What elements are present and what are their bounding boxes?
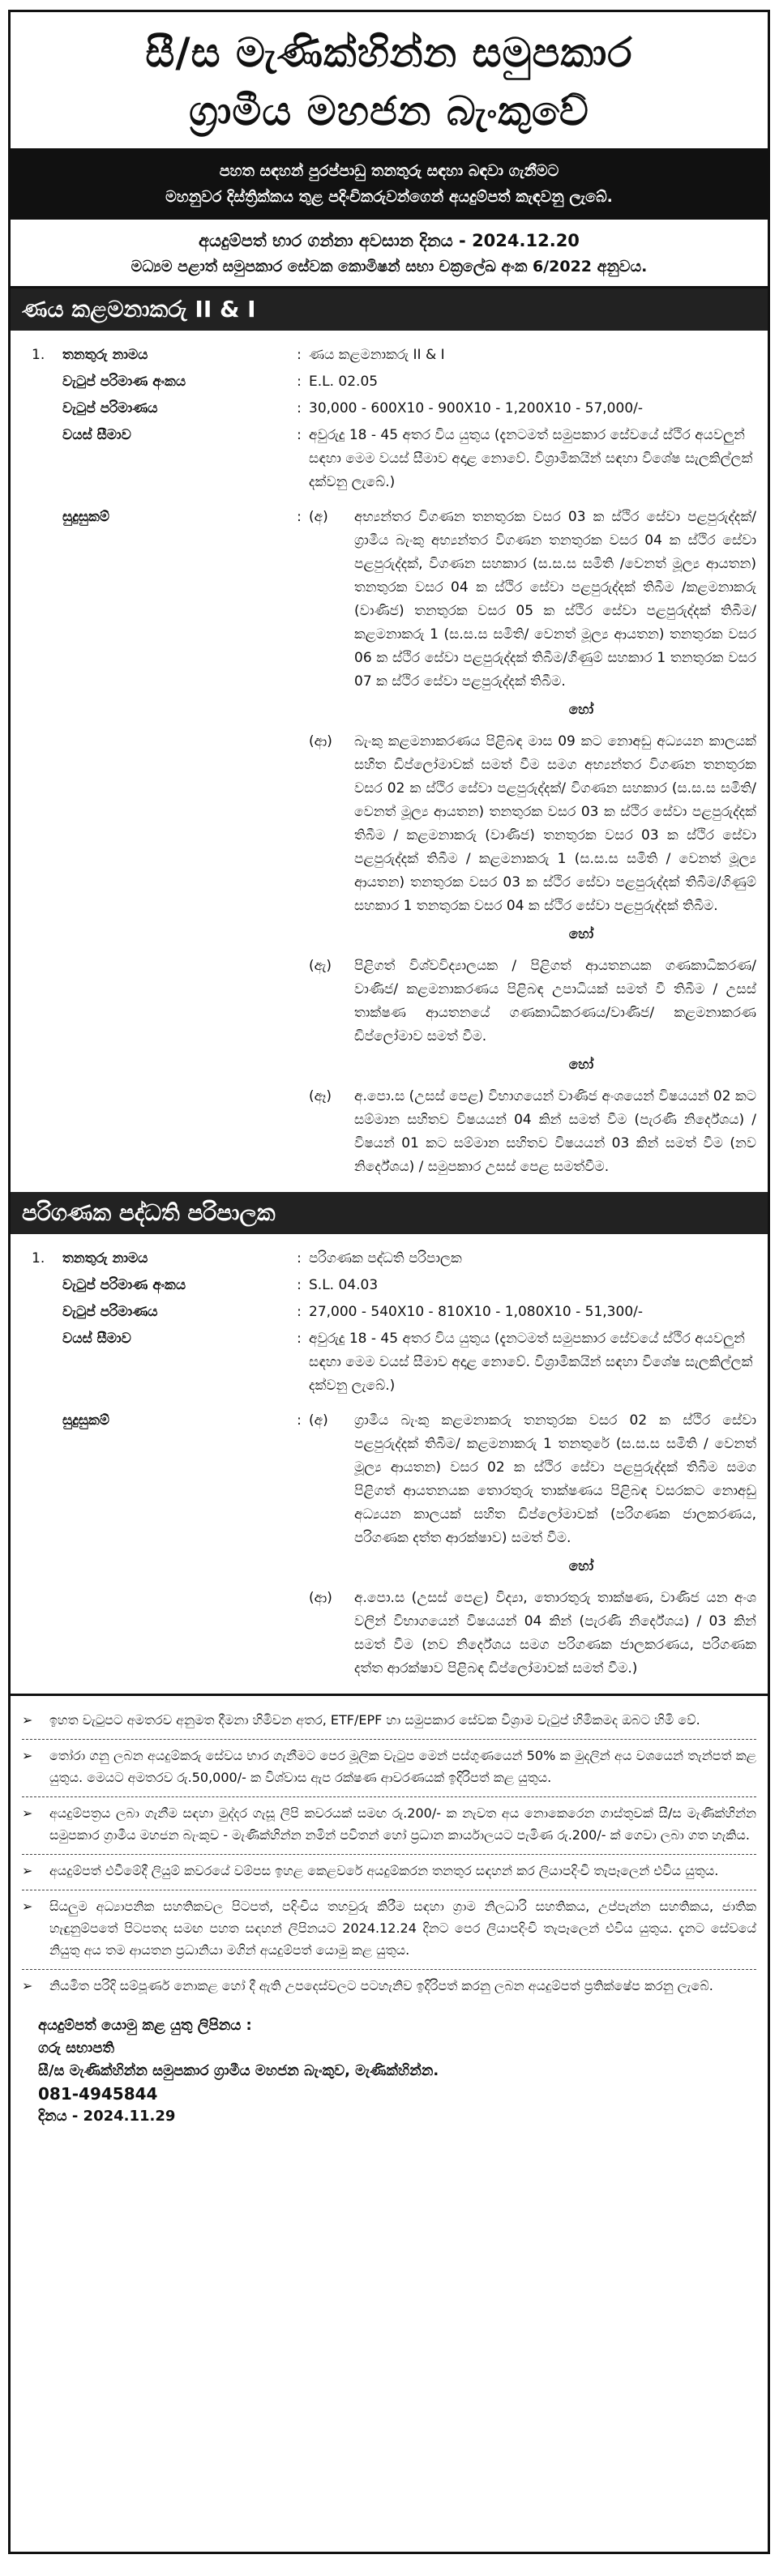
arrow-icon: ➢	[22, 1899, 33, 1914]
detail-value: 27,000 - 540X10 - 810X10 - 1,080X10 - 51,300/-	[309, 1304, 643, 1320]
qualifications-row: සුදුසුකම් : (අ) ග්‍රාමීය බැංකු කළමනාකරු තනතුරක වසර 02 ක ස්ථිර සේවා පළපුරුද්දක් තිබීම/ කළමනාකරු 1 තනතුරේ (ස.ස.ස සමිති / වෙනත් මූල්‍ය ආයතන) වසර 02 ක ස්ථිර සේවා පළපුරුද්දක් තිබීම සමග පිළිගත් ආයතනයක තොරතුරු තාක්ෂණය පිළිබඳ වසරකට නොඅඩු අධ්‍යයන කාලයක් සහිත ඩිප්ලෝමාවක් (පරිගණක ජාලකරණය, පරිගණක දත්ත ආරක්ෂාව) සමත් වීම. හෝ (ආ) අ.පො.ස (උසස් පෙළ) විද්‍යා, තොරතුරු තාක්ෂණ, වාණිජ යන අංශ වලින් විභාගයෙන් විෂයයන් 04 කින් (පැරණි නිර්දේශය) / 03 කින් සමත් වීම (නව නිර්දේශය සමග පරිගණක ජාලකරණය, පරිගණක දත්ත ආරක්ෂාව පිළිබඳ ඩිප්ලෝමාවක් සමත් වීම.)	[22, 1409, 756, 1685]
detail-label: වයස් සීමාව	[62, 1331, 131, 1347]
detail-label: තනතුරු නාමය	[62, 347, 148, 363]
circular-text: මධ්‍යම පළාත් සමුපකාර සේවක කොමිෂන් සභා චක්‍රලේඛ අංක 6/2022 අනුවය.	[131, 258, 648, 276]
deadline-text: අයදුම්පත් භාර ගන්නා අවසාන දිනය - 2024.12.20	[199, 231, 580, 250]
page-title	[11, 12, 768, 148]
banner-line-2: මහනුවර දිස්ත්‍රික්කය තුළ පදිංචිකරුවන්ගෙන් අයදුම්පත් කැඳවනු ලැබේ.	[165, 188, 613, 206]
notes-list	[11, 1694, 768, 2008]
detail-row: වැටුප් පරිමාණය : 30,000 - 600X10 - 900X10 - 1,200X10 - 57,000/-	[22, 397, 756, 421]
note-item: ➢ සියලුම අධ්‍යාපනික සහතිකවල පිටපත්, පදිංචිය තහවුරු කිරීම සඳහා ග්‍රාම නිලධාරි සහතිකය, උප්පැන්න සහතිකය, ජාතික හැඳුනුම්පතේ පිටපතද සමඟ පහත සඳහන් ලිපිනයට 2024.12.24 දිනට පෙර ලියාපදිංචි තැපෑලෙන් එවිය යුතුය. දැනට සේවයේ නියුතු අය තම ආයතන ප්‍රධානියා මගින් අයදුම්පත් යොමු කළ යුතුය.	[22, 1890, 756, 1970]
banner-line-1: පහත සඳහන් පුරප්පාඩු තනතුරු සඳහා බඳවා ගැනීමට	[219, 162, 559, 180]
or-divider: හෝ	[568, 1558, 594, 1574]
note-item: ➢ නියමිත පරිදි සම්පූර්ණ නොකළ හෝ දී ඇති උපදෙස්වලට පටහැනිව ඉදිරිපත් කරනු ලබන අයදුම්පත් ප්‍රතික්ෂේප කරනු ලැබේ.	[22, 1970, 756, 2005]
arrow-icon: ➢	[22, 1805, 33, 1821]
detail-value: 30,000 - 600X10 - 900X10 - 1,200X10 - 57,000/-	[309, 400, 643, 417]
qualification-item: (අ) අභ්‍යන්තර විගණන තනතුරක වසර 03 ක ස්ථිර සේවා පළපුරුද්දක්/ ග්‍රාමීය බැංකු අභ්‍යන්තර විගණන තනතුරක වසර 04 ක ස්ථිර සේවා පළපුරුද්දක්, විගණන සහකාර (ස.ස.ස සමිති /වෙනත් මූල්‍ය ආයතන) තනතුරක වසර 04 ක ස්ථිර සේවා පළපුරුද්දක් තිබීම /කළමනාකරු (වාණිජ) තනතුරක වසර 05 ක ස්ථිර සේවා පළපුරුද්දක් තිබීම/ කළමනාකරු 1 (ස.ස.ස සමිති/ වෙනත් මූල්‍ය ආයතන) තනතුරක වසර 06 ක ස්ථිර සේවා පළපුරුද්දක් තිබීම/ගිණුම් සහකාර 1 තනතුරක වසර 07 ක ස්ථිර සේවා පළපුරුද්දක් තිබීම.	[309, 509, 756, 690]
detail-row: 1. තනතුරු නාමය : පරිගණක පද්ධති පරිපාලක	[22, 1247, 756, 1271]
title-line-2: ග්‍රාමීය මහජන බැංකුවේ	[189, 88, 589, 135]
detail-row: වැටුප් පරිමාණය : 27,000 - 540X10 - 810X10 - 1,080X10 - 51,300/-	[22, 1301, 756, 1324]
detail-label: වැටුප් පරිමාණය	[62, 400, 158, 417]
detail-label: වැටුප් පරිමාණ අංකය	[62, 374, 186, 390]
qualification-item: (ඇ) පිළිගත් විශ්වවිද්‍යාලයක / පිළිගත් ආයතනයක ගණකාධිකරණ/ වාණිජ/ කළමනාකරණය පිළිබඳ උපාධියක් සමත් වී තිබීම / උසස් තාක්ෂණ ආයතනයේ ගණකාධිකරණය/වාණිජ/ කළමනාකරණ ඩිප්ලෝමාව සමත් වීම.	[309, 958, 756, 1044]
contact-address	[11, 2008, 768, 2139]
issue-date: දිනය - 2024.11.29	[38, 2108, 176, 2125]
item-number: 1.	[32, 347, 45, 363]
qualifications-row: සුදුසුකම් : (අ) අභ්‍යන්තර විගණන තනතුරක වසර 03 ක ස්ථිර සේවා පළපුරුද්දක්/ ග්‍රාමීය බැංකු අභ්‍යන්තර විගණන තනතුරක වසර 04 ක ස්ථිර සේවා පළපුරුද්දක්, විගණන සහකාර (ස.ස.ස සමිති /වෙනත් මූල්‍ය ආයතන) තනතුරක වසර 04 ක ස්ථිර සේවා පළපුරුද්දක් තිබීම /කළමනාකරු (වාණිජ) තනතුරක වසර 05 ක ස්ථිර සේවා පළපුරුද්දක් තිබීම/ කළමනාකරු 1 (ස.ස.ස සමිති/ වෙනත් මූල්‍ය ආයතන) තනතුරක වසර 06 ක ස්ථිර සේවා පළපුරුද්දක් තිබීම/ගිණුම් සහකාර 1 තනතුරක වසර 07 ක ස්ථිර සේවා පළපුරුද්දක් තිබීම. හෝ (ආ) බැංකු කළමනාකරණය පිළිබඳ මාස 09 කට නොඅඩු අධ්‍යයන කාලයක් සහිත ඩිප්ලෝමාවක් සමත් වීම සමග අභ්‍යන්තර විගණන තනතුරක වසර 02 ක ස්ථිර සේවා පළපුරුද්දක්/ විගණන සහකාර (ස.ස.ස සමිති/වෙනත් මූල්‍ය ආයතන) තනතුරක වසර 03 ක ස්ථිර සේවා පළපුරුද්දක් තිබීම / කළමනාකරු (වාණිජ) තනතුරක වසර 03 ක ස්ථිර සේවා පළපුරුද්දක් තිබීම / කළමනාකරු 1 (ස.ස.ස සමිති / වෙනත් මූල්‍ය ආයතන) තනතුරක වසර 03 ක ස්ථිර සේවා පළපුරුද්දක් තිබීම/ගිණුම් සහකාර 1 තනතුරක වසර 04 ක ස්ථිර සේවා පළපුරුද්දක් තිබීම. හෝ (ඇ) පිළිගත් විශ්වවිද්‍යාලයක / පිළිගත් ආයතනයක ගණකාධිකරණ/ වාණිජ/ කළමනාකරණය පිළිබඳ උපාධියක් සමත් වී තිබීම / උසස් තාක්ෂණ ආයතනයේ ගණකාධිකරණය/වාණිජ/ කළමනාකරණ ඩිප්ලෝමාව සමත් වීම. හෝ (ඈ) අ.පො.ස (උසස් පෙළ) විභාගයෙන් වාණිජ අංශයෙන් විෂයයන් 02 කට සම්මාන සහිතව විෂයයන් 04 කින් සමත් වීම (පැරණි නිර්දේශය) / විෂයන් 01 කට සම්මාන සහිතව විෂයයන් 03 කින් සමත් වීම (නව නිර්දේශය) / සමුපකාර උසස් පෙළ සමත්වීම.	[22, 506, 756, 1184]
address-line-1: ගරු සභාපති	[38, 2040, 115, 2057]
qualifications-list	[309, 506, 756, 1184]
deadline-block	[11, 220, 768, 288]
arrow-icon: ➢	[22, 1978, 33, 1993]
detail-row: වයස් සීමාව : අවුරුදු 18 - 45 අතර විය යුතුය (දැනටමත් සමුපකාර සේවයේ ස්ථිර අයවලුන් සඳහා මෙම වයස් සීමාව අදාළ නොවේ. විශ්‍රාමිකයින් සඳහා විශේෂ සැලකිල්ලක් දක්වනු ලැබේ.)	[22, 1327, 756, 1398]
section-heading-loan-manager: ණය කළමනාකරු II & I	[11, 288, 768, 331]
detail-value: අවුරුදු 18 - 45 අතර විය යුතුය (දැනටමත් සමුපකාර සේවයේ ස්ථිර අයවලුන් සඳහා මෙම වයස් සීමාව අදාළ නොවේ. විශ්‍රාමිකයින් සඳහා විශේෂ සැලකිල්ලක් දක්වනු ලැබේ.)	[309, 1331, 753, 1394]
or-divider: හෝ	[568, 1057, 594, 1073]
section-heading-system-admin: පරිගණක පද්ධති පරිපාලක	[11, 1192, 768, 1234]
or-divider: හෝ	[568, 702, 594, 718]
intro-banner	[11, 148, 768, 220]
detail-label: තනතුරු නාමය	[62, 1250, 148, 1267]
arrow-icon: ➢	[22, 1748, 33, 1763]
detail-value: අවුරුදු 18 - 45 අතර විය යුතුය (දැනටමත් සමුපකාර සේවයේ ස්ථිර අයවලුන් සඳහා මෙම වයස් සීමාව අදාළ නොවේ. විශ්‍රාමිකයින් සඳහා විශේෂ සැලකිල්ලක් දක්වනු ලැබේ.)	[309, 427, 753, 490]
qualifications-label: සුදුසුකම්	[62, 1412, 110, 1429]
detail-row: වැටුප් පරිමාණ අංකය : E.L. 02.05	[22, 370, 756, 394]
qualification-item: (ඈ) අ.පො.ස (උසස් පෙළ) විභාගයෙන් වාණිජ අංශයෙන් විෂයයන් 02 කට සම්මාන සහිතව විෂයයන් 04 කින් සමත් වීම (පැරණි නිර්දේශය) / විෂයන් 01 කට සම්මාන සහිතව විෂයයන් 03 කින් සමත් වීම (නව නිර්දේශය) / සමුපකාර උසස් පෙළ සමත්වීම.	[309, 1088, 756, 1175]
address-label: අයදුම්පත් යොමු කළ යුතු ලිපිනය :	[38, 2017, 252, 2034]
detail-value: ණය කළමනාකරු II & I	[309, 347, 445, 363]
title-line-1: සී/ස මැණික්හින්න සමුපකාර	[145, 29, 633, 76]
address-line-2: සී/ස මැණික්හින්න සමුපකාර ග්‍රාමීය මහජන බැංකුව, මැණික්හින්න.	[38, 2062, 439, 2079]
phone-number: 081-4945844	[38, 2084, 158, 2104]
note-item: ➢ තෝරා ගනු ලබන අයදුම්කරු සේවය භාර ගැනීමට පෙර මූලික වැටුප මෙන් පස්ගුණයෙන් 50% ක මුදලින් අය වශයෙන් තැන්පත් කළ යුතුය. මෙයට අමතරව රු.50,000/- ක විශ්වාස ඇප රක්ෂණ ආවරණයක් ඉදිරිපත් කළ යුතුය.	[22, 1740, 756, 1797]
arrow-icon: ➢	[22, 1712, 33, 1728]
detail-value: S.L. 04.03	[309, 1277, 379, 1293]
qualifications-label: සුදුසුකම්	[62, 509, 110, 525]
detail-row: වයස් සීමාව : අවුරුදු 18 - 45 අතර විය යුතුය (දැනටමත් සමුපකාර සේවයේ ස්ථිර අයවලුන් සඳහා මෙම වයස් සීමාව අදාළ නොවේ. විශ්‍රාමිකයින් සඳහා විශේෂ සැලකිල්ලක් දක්වනු ලැබේ.)	[22, 424, 756, 494]
detail-label: වයස් සීමාව	[62, 427, 131, 443]
detail-row: වැටුප් පරිමාණ අංකය : S.L. 04.03	[22, 1274, 756, 1297]
note-item: ➢ අයදුම්පත්‍රය ලබා ගැනීම සඳහා මුද්දර ගැසූ ලිපි කවරයක් සමඟ රු.200/- ක නැවත අය නොකෙරෙන ගාස්තුවක් සී/ස මැණික්හින්න සමුපකාර ග්‍රාමීය මහජන බැංකුව - මැණික්හින්න නමින් පවිතන් හෝ ප්‍රධාන කාර්යාලයට පැමිණ රු.200/- ක් ගෙවා ලබා ගත හැකිය.	[22, 1797, 756, 1855]
detail-value: E.L. 02.05	[309, 374, 379, 390]
item-number: 1.	[32, 1250, 45, 1267]
or-divider: හෝ	[568, 926, 594, 942]
detail-label: වැටුප් පරිමාණ අංකය	[62, 1277, 186, 1293]
section-body-loan-manager	[11, 331, 768, 1192]
detail-row: 1. තනතුරු නාමය : ණය කළමනාකරු II & I	[22, 344, 756, 367]
detail-value: පරිගණක පද්ධති පරිපාලක	[309, 1250, 462, 1267]
qualification-item: (ආ) අ.පො.ස (උසස් පෙළ) විද්‍යා, තොරතුරු තාක්ෂණ, වාණිජ යන අංශ වලින් විභාගයෙන් විෂයයන් 04 කින් (පැරණි නිර්දේශය) / 03 කින් සමත් වීම (නව නිර්දේශය සමග පරිගණක ජාලකරණය, පරිගණක දත්ත ආරක්ෂාව පිළිබඳ ඩිප්ලෝමාවක් සමත් වීම.)	[309, 1590, 756, 1677]
note-item: ➢ ඉහත වැටුපට අමතරව අනුමත දීමනා හිමිවන අතර, ETF/EPF හා සමුපකාර සේවක විශ්‍රාම වැටුප් හිමිකමද ඔබට හිමි වේ.	[22, 1704, 756, 1740]
arrow-icon: ➢	[22, 1863, 33, 1878]
qualification-item: (අ) ග්‍රාමීය බැංකු කළමනාකරු තනතුරක වසර 02 ක ස්ථිර සේවා පළපුරුද්දක් තිබීම/ කළමනාකරු 1 තනතුරේ (ස.ස.ස සමිති / වෙනත් මූල්‍ය ආයතන) වසර 02 ක ස්ථිර සේවා පළපුරුද්දක් තිබීම සමග පිළිගත් ආයතනයක තොරතුරු තාක්ෂණය පිළිබඳ වසරකට නොඅඩු අධ්‍යයන කාලයක් සහිත ඩිප්ලෝමාවක් (පරිගණක ජාලකරණය, පරිගණක දත්ත ආරක්ෂාව) සමත් වීම.	[309, 1412, 756, 1546]
qualification-item: (ආ) බැංකු කළමනාකරණය පිළිබඳ මාස 09 කට නොඅඩු අධ්‍යයන කාලයක් සහිත ඩිප්ලෝමාවක් සමත් වීම සමග අභ්‍යන්තර විගණන තනතුරක වසර 02 ක ස්ථිර සේවා පළපුරුද්දක්/ විගණන සහකාර (ස.ස.ස සමිති/වෙනත් මූල්‍ය ආයතන) තනතුරක වසර 03 ක ස්ථිර සේවා පළපුරුද්දක් තිබීම / කළමනාකරු (වාණිජ) තනතුරක වසර 03 ක ස්ථිර සේවා පළපුරුද්දක් තිබීම / කළමනාකරු 1 (ස.ස.ස සමිති / වෙනත් මූල්‍ය ආයතන) තනතුරක වසර 03 ක ස්ථිර සේවා පළපුරුද්දක් තිබීම/ගිණුම් සහකාර 1 තනතුරක වසර 04 ක ස්ථිර සේවා පළපුරුද්දක් තිබීම.	[309, 733, 756, 914]
note-item: ➢ අයදුම්පත් එවීමේදී ලියුම් කවරයේ වම්පස ඉහළ කෙළවරේ අයදුම්කරන තනතුර සඳහන් කර ලියාපදිංචි තැපෑලෙන් එවිය යුතුය.	[22, 1855, 756, 1890]
detail-label: වැටුප් පරිමාණය	[62, 1304, 158, 1320]
advertisement	[8, 10, 770, 2554]
section-body-system-admin	[11, 1234, 768, 1694]
qualifications-list	[309, 1409, 756, 1685]
